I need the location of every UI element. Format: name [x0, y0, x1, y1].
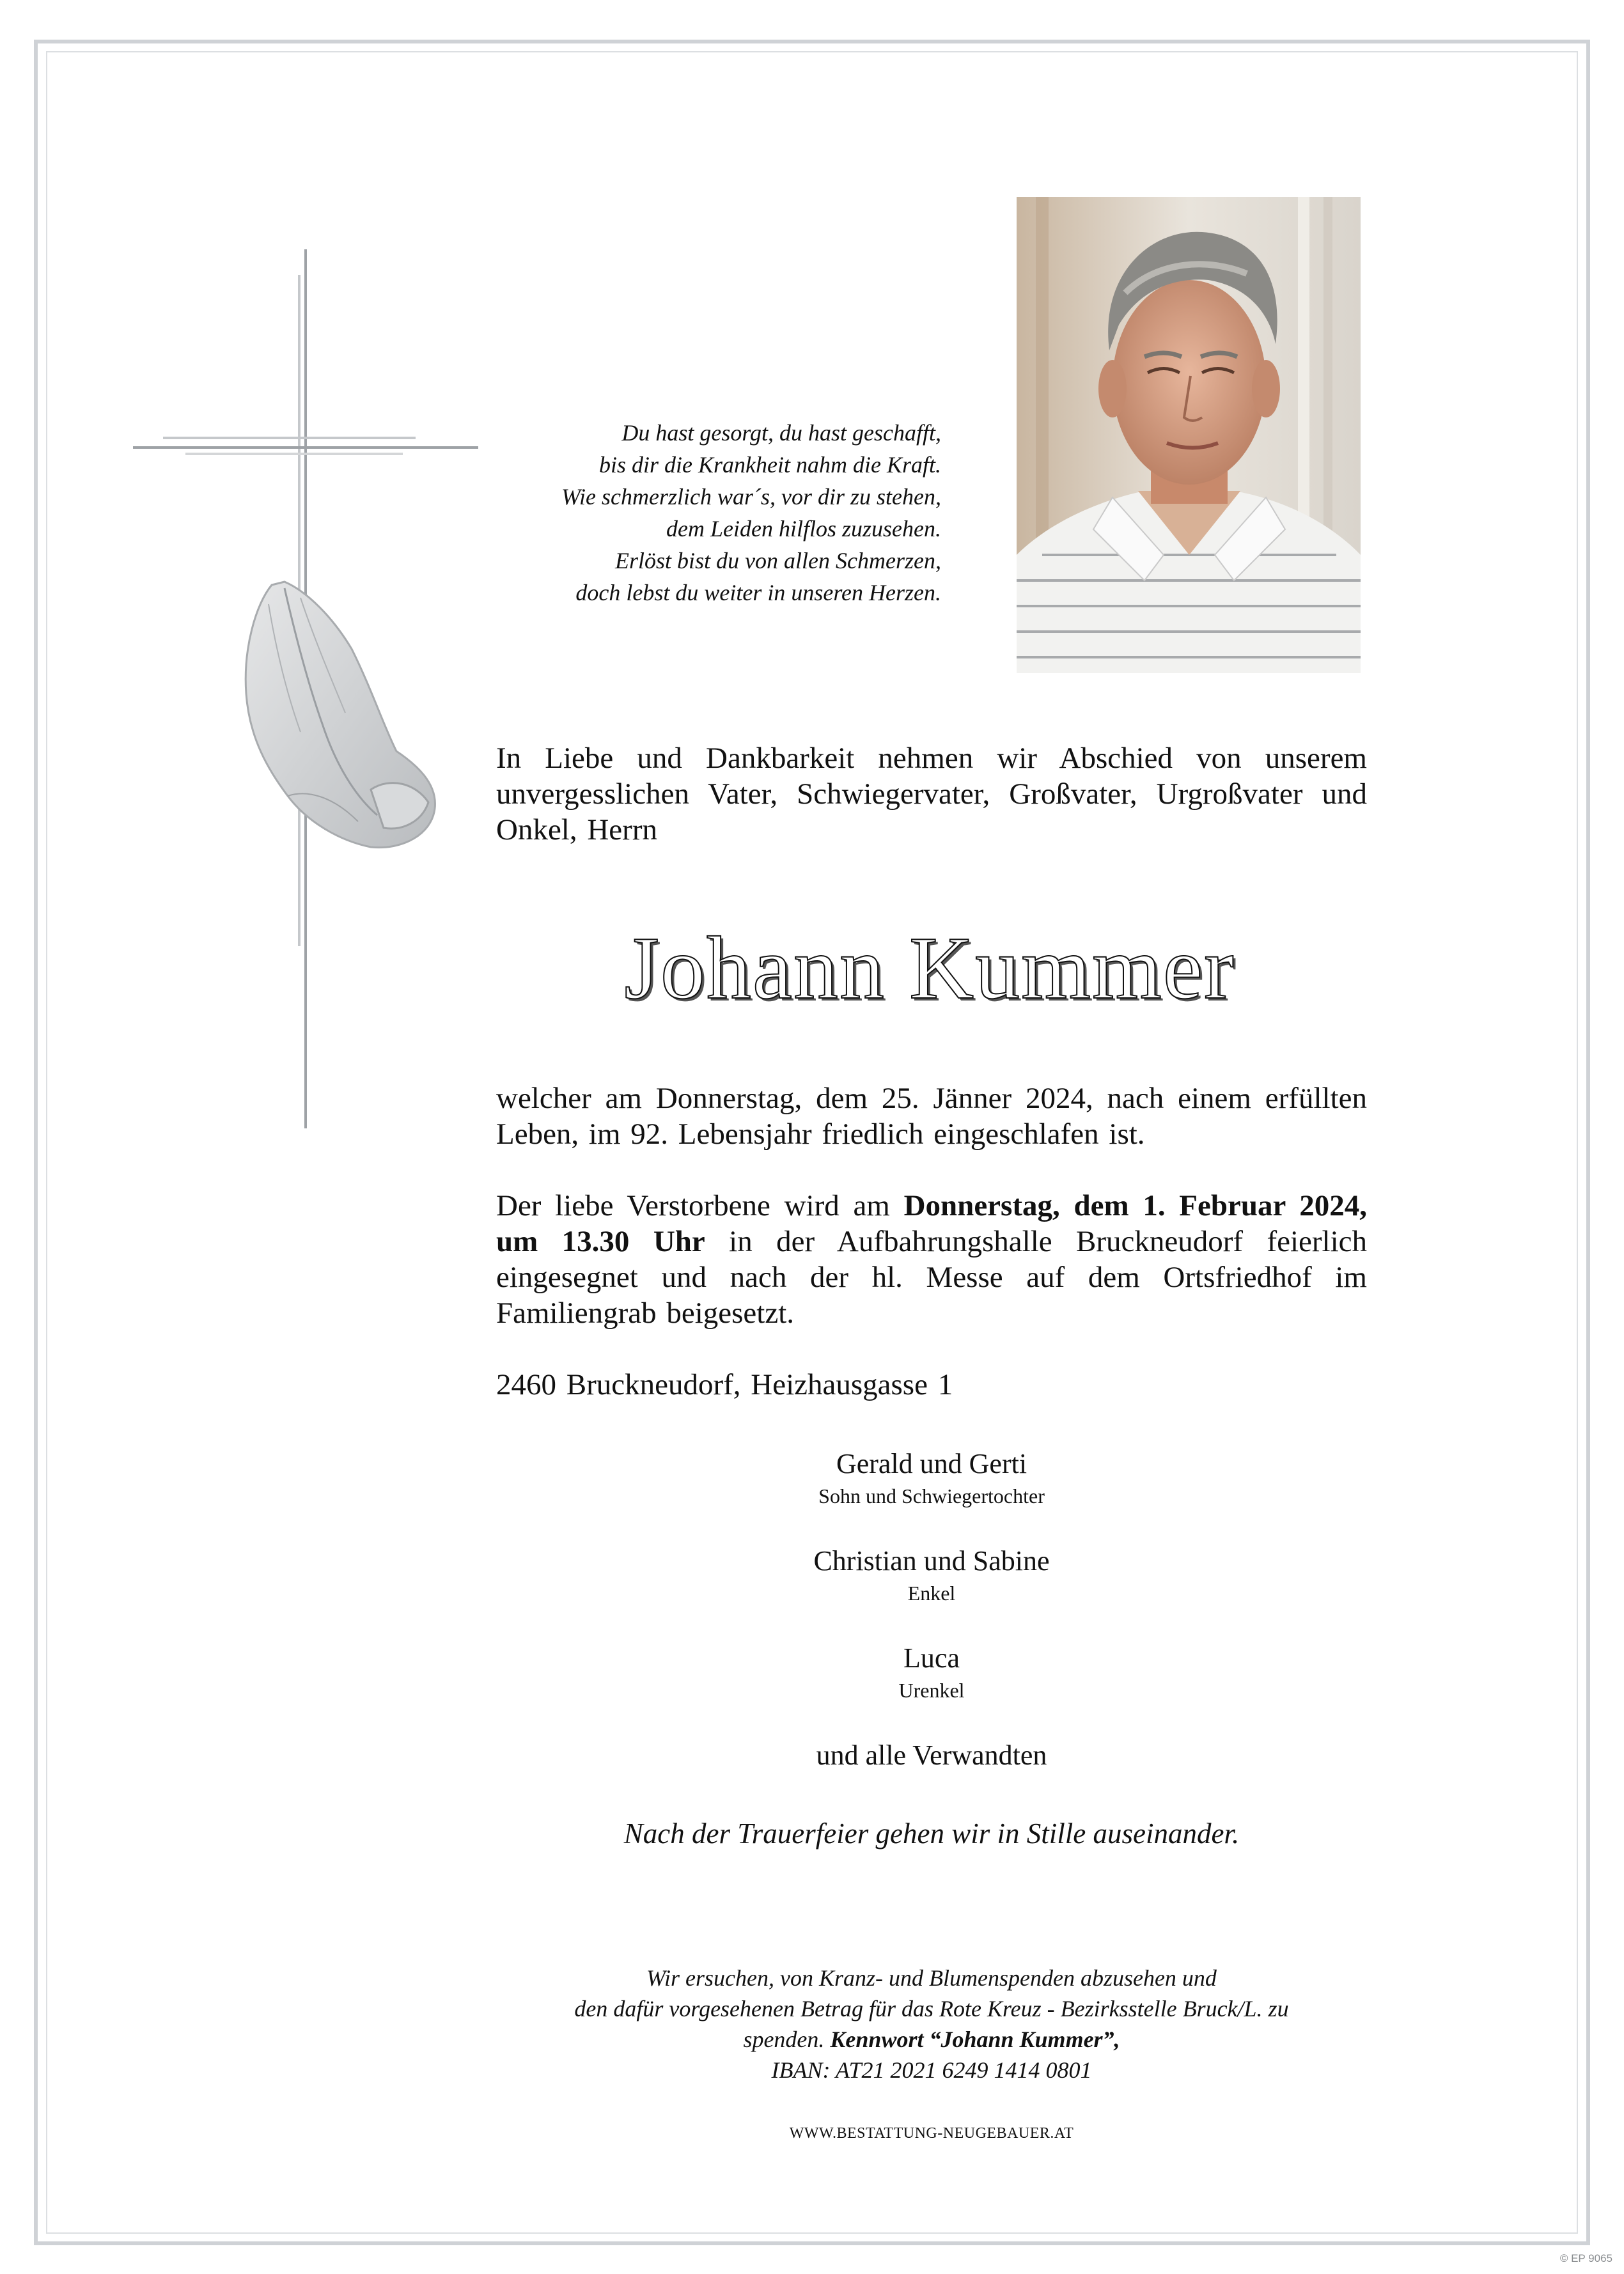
poem-line: Du hast gesorgt, du hast geschafft, — [621, 420, 941, 446]
address: 2460 Bruckneudorf, Heizhausgasse 1 — [496, 1368, 953, 1401]
donation-line: den dafür vorgesehenen Betrag für das Rote Kreuz - Bezirksstelle Bruck/L. zu — [574, 1996, 1289, 2021]
donation-line — [496, 2024, 1367, 2055]
family-relation: Urenkel — [898, 1679, 965, 1702]
footer-code: © EP 9065 — [1559, 2252, 1612, 2264]
website-link[interactable]: WWW.BESTATTUNG-NEUGEBAUER.AT — [789, 2125, 1074, 2142]
poem — [409, 417, 941, 609]
poem-line: Wie schmerzlich war´s, vor dir zu stehen, — [561, 484, 941, 510]
family-name: Christian und Sabine — [813, 1545, 1050, 1577]
poem-line: dem Leiden hilflos zuzusehen. — [666, 516, 941, 541]
intro-text: In Liebe und Dankbarkeit nehmen wir Abschied von unserem unvergesslichen Vater, Schwiegervater, Großvater, Urgroßvater und Onkel, Herrn — [496, 742, 1367, 846]
funeral-date: Donnerstag, dem 1. Februar 2024, um 13.30 Uhr — [496, 1189, 1367, 1258]
family-entry — [496, 1446, 1367, 1510]
portrait-photo — [1017, 197, 1361, 673]
family-relation: Enkel — [907, 1582, 956, 1605]
deceased-name: Johann Kummer — [624, 919, 1235, 1018]
praying-hands-icon — [211, 579, 454, 853]
funeral-text-before: Der liebe Verstorbene wird am — [496, 1189, 904, 1222]
funeral-info — [496, 1188, 1367, 1331]
family-relation: Sohn und Schwiegertochter — [818, 1484, 1045, 1507]
family-name: Luca — [903, 1642, 960, 1674]
family-name: Gerald und Gerti — [836, 1448, 1027, 1479]
donation-line: Wir ersuchen, von Kranz- und Blumenspenden abzusehen und — [646, 1965, 1217, 1991]
relatives — [496, 1738, 1367, 1773]
poem-line: bis dir die Krankheit nahm die Kraft. — [599, 452, 941, 478]
closing-text: Nach der Trauerfeier gehen wir in Stille auseinander. — [623, 1818, 1240, 1850]
family-entry — [496, 1640, 1367, 1704]
poem-line: Erlöst bist du von allen Schmerzen, — [615, 548, 941, 573]
donation-request — [496, 1963, 1367, 2085]
donation-text: spenden. — [743, 2027, 831, 2052]
relatives-text: und alle Verwandten — [816, 1740, 1047, 1771]
donation-keyword: Kennwort “Johann Kummer”, — [830, 2027, 1120, 2052]
death-notice: welcher am Donnerstag, dem 25. Jänner 2024, nach einem erfüllten Leben, im 92. Lebensjahr friedlich eingeschlafen ist. — [496, 1082, 1367, 1151]
funeral-text-after: in der Aufbahrungshalle Bruckneudorf feierlich eingesegnet und nach der hl. Messe auf dem Ortsfriedhof im Familiengrab beigesetzt. — [496, 1225, 1368, 1330]
donation-iban: IBAN: AT21 2021 6249 1414 0801 — [771, 2057, 1092, 2083]
family-entry — [496, 1543, 1367, 1607]
poem-line: doch lebst du weiter in unseren Herzen. — [575, 580, 941, 605]
